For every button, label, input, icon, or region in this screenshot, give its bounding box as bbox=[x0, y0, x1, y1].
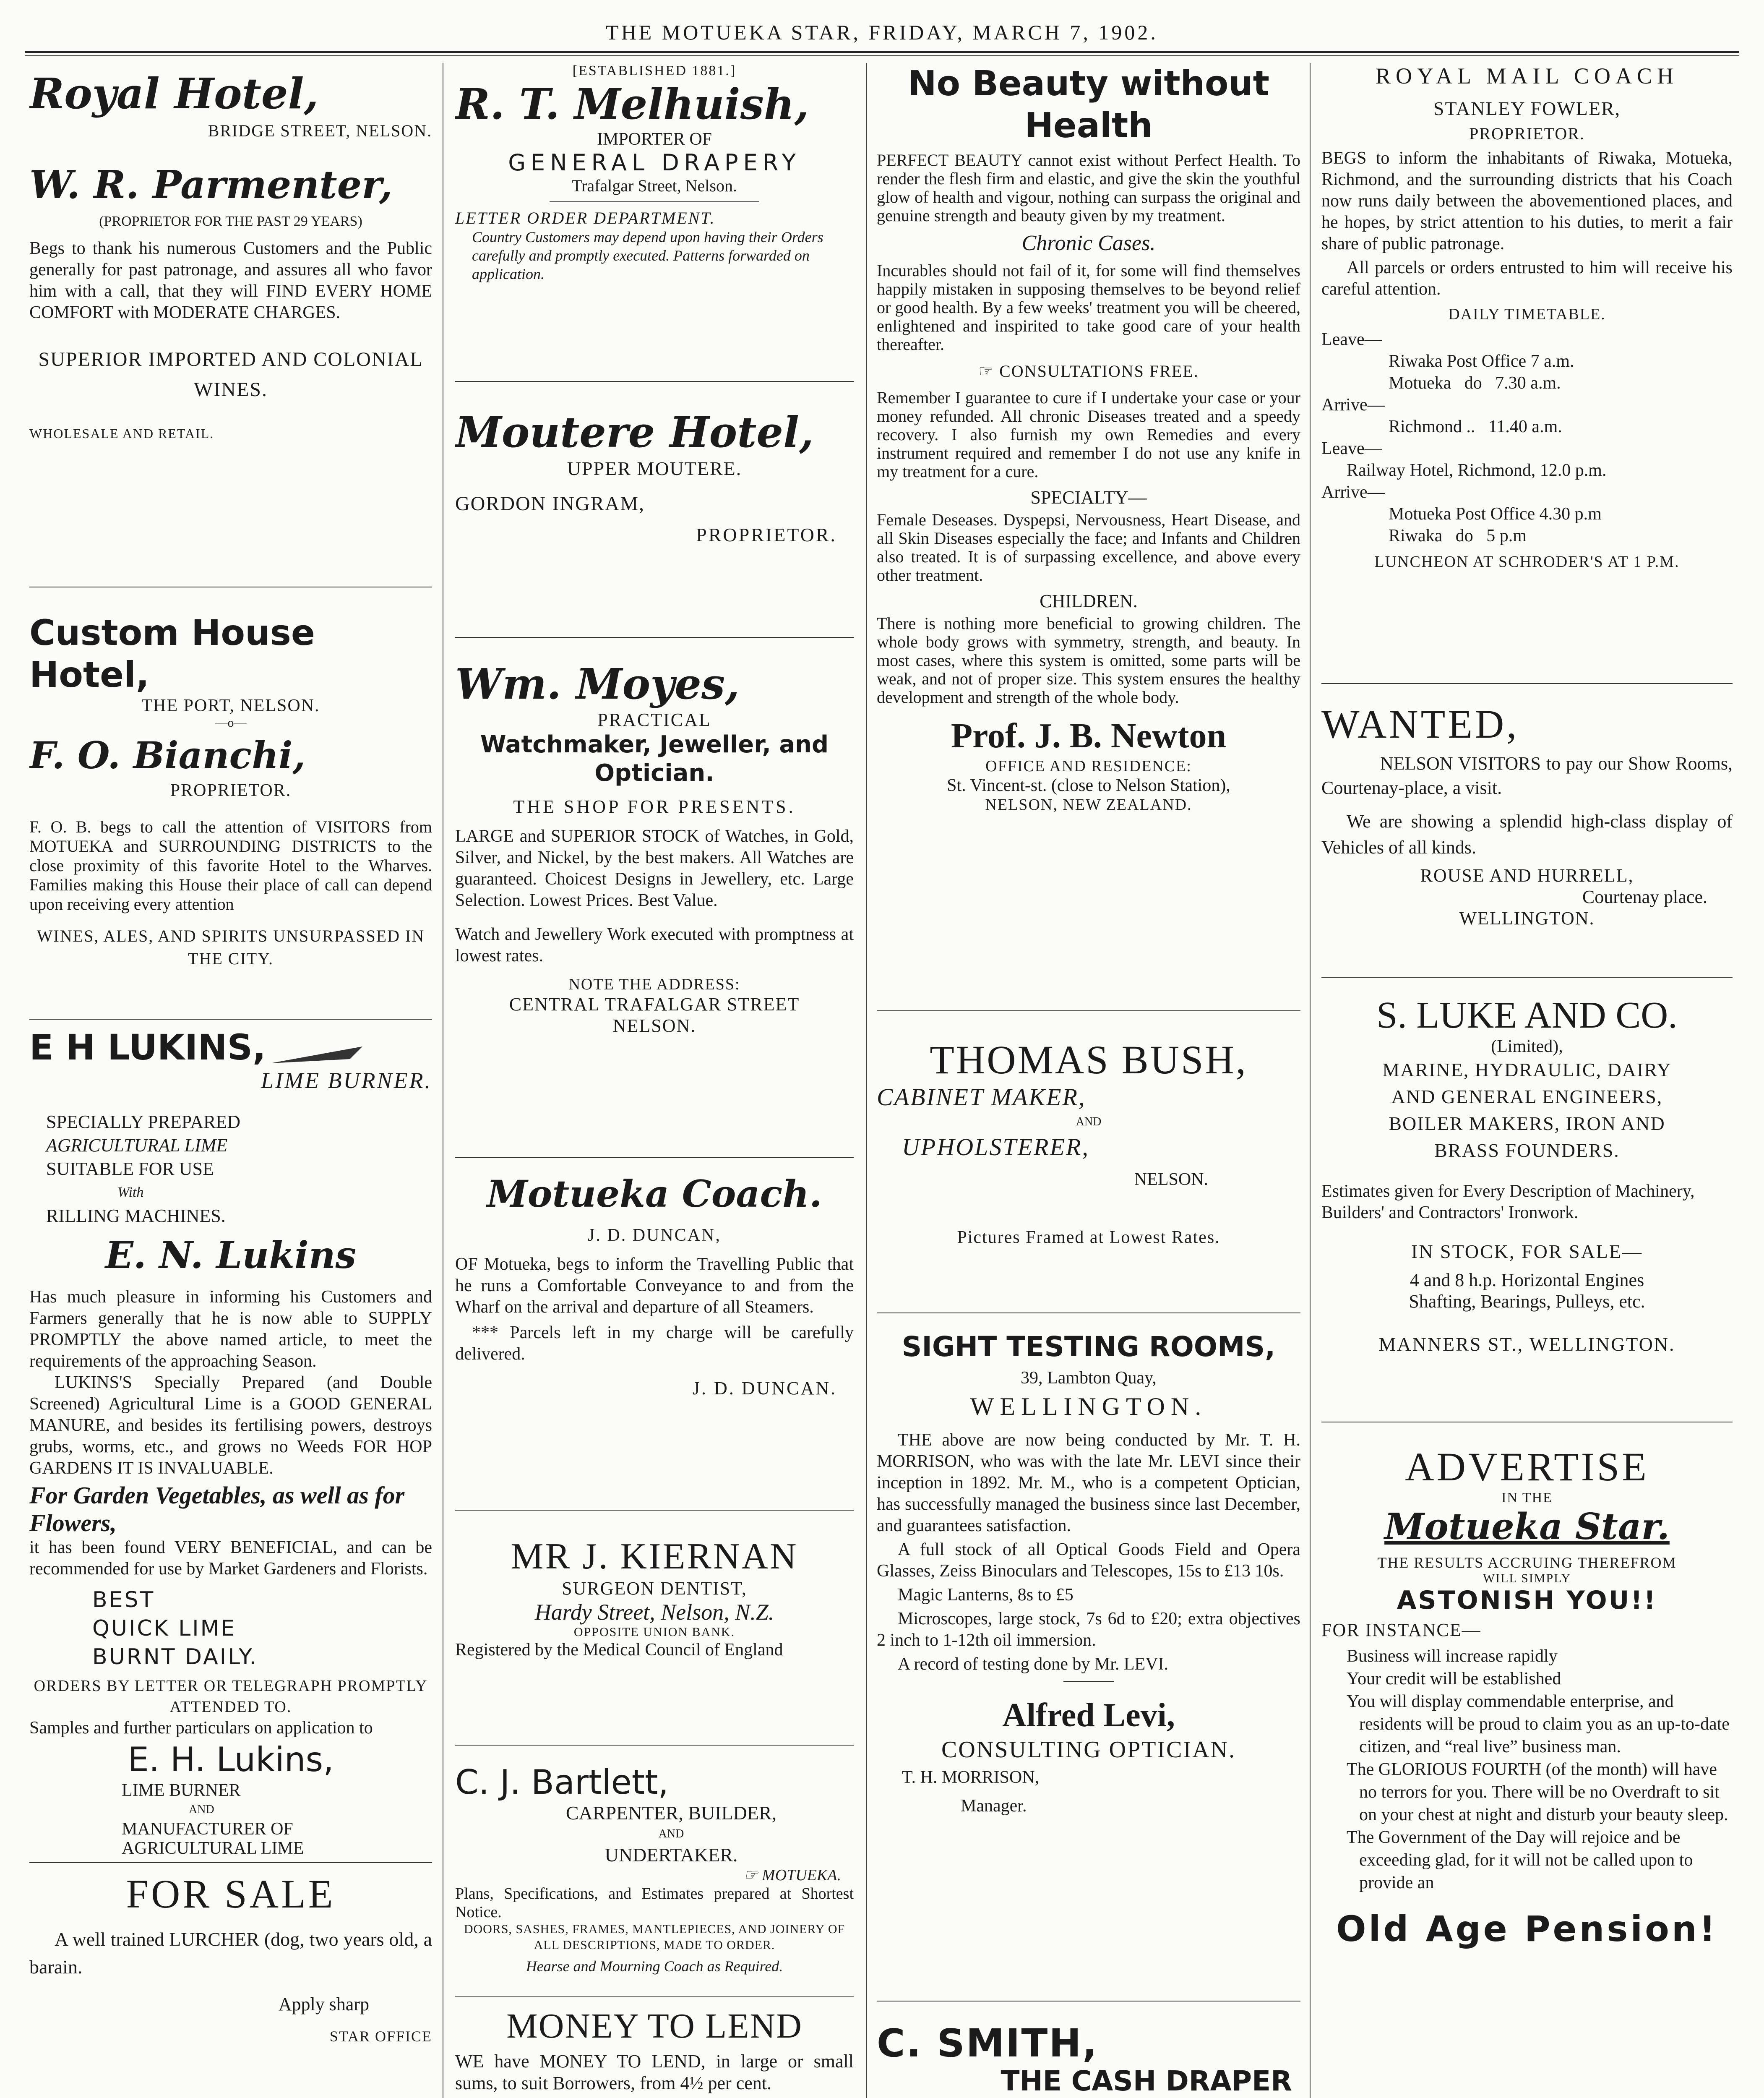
ad-line: Shafting, Bearings, Pulleys, etc. bbox=[1409, 1291, 1645, 1312]
ad-line: Pictures Framed at Lowest Rates. bbox=[957, 1228, 1220, 1247]
ad-dept: LETTER ORDER DEPARTMENT. bbox=[455, 209, 716, 227]
ad-body: A full stock of all Optical Goods Field and Opera Glasses, Zeiss Binoculars and Telescopes, 15s to £13 10s. bbox=[877, 1540, 1300, 1581]
ad-line: AND bbox=[658, 1827, 684, 1840]
ad-line: SPECIALLY PREPARED bbox=[46, 1112, 240, 1132]
ad-body: Watch and Jewellery Work executed with promptness at lowest rates. bbox=[455, 925, 854, 965]
ad-pension: Old Age Pension! bbox=[1336, 1908, 1718, 1949]
ad-body: A well trained LURCHER (dog, two years old, a barain. bbox=[29, 1928, 432, 1978]
ad-title: No Beauty without Health bbox=[908, 64, 1269, 146]
ad-line: 4 and 8 h.p. Horizontal Engines bbox=[1410, 1270, 1644, 1290]
ad-paper: Motueka Star. bbox=[1384, 1506, 1670, 1548]
timetable-row: Arrive— bbox=[1321, 483, 1385, 502]
ad-custom-house-hotel bbox=[29, 587, 432, 1020]
ad-title: THOMAS BUSH, bbox=[930, 1037, 1248, 1082]
column-divider bbox=[866, 63, 867, 2098]
ad-subhead: DAILY TIMETABLE. bbox=[1448, 305, 1606, 323]
ad-line: CENTRAL TRAFALGAR STREET bbox=[509, 994, 800, 1015]
list-item: Your credit will be established bbox=[1347, 1669, 1561, 1688]
ad-line: THE CASH DRAPER bbox=[1001, 2065, 1292, 2097]
ad-subhead: ☞ CONSULTATIONS FREE. bbox=[978, 362, 1199, 381]
ad-role: PROPRIETOR. bbox=[170, 781, 292, 800]
ad-lukins bbox=[29, 1020, 432, 1863]
timetable-row: Railway Hotel, Richmond, 12.0 p.m. bbox=[1347, 461, 1607, 480]
ad-address: THE PORT, NELSON. bbox=[141, 696, 320, 715]
ad-body: We are showing a splendid high-class display of Vehicles of all kinds. bbox=[1321, 811, 1733, 858]
ad-title: C. J. Bartlett, bbox=[455, 1763, 669, 1802]
ad-c-smith bbox=[877, 2001, 1300, 2098]
ad-line: BURNT DAILY. bbox=[92, 1644, 258, 1670]
timetable-row: Motueka do 7.30 a.m. bbox=[1389, 373, 1561, 393]
ad-line: UPHOLSTERER, bbox=[902, 1133, 1089, 1161]
ad-divider-mark: —o— bbox=[215, 716, 247, 730]
ad-wanted bbox=[1321, 684, 1733, 978]
ad-line: AND bbox=[1076, 1115, 1102, 1128]
column-3 bbox=[870, 63, 1307, 2098]
ad-wholesale: WHOLESALE AND RETAIL. bbox=[29, 426, 214, 441]
ad-body: Magic Lanterns, 8s to £5 bbox=[898, 1585, 1074, 1605]
column-divider bbox=[1310, 63, 1311, 2098]
ad-bartlett bbox=[455, 1746, 854, 1997]
ad-title: FOR SALE bbox=[126, 1871, 336, 1916]
ad-title: Wm. Moyes, bbox=[455, 659, 740, 709]
ad-line: BEST bbox=[92, 1587, 155, 1613]
ad-line: WELLINGTON. bbox=[1459, 908, 1595, 929]
ad-title: Custom House Hotel, bbox=[29, 612, 315, 695]
ad-body: Country Customers may depend upon having their Orders carefully and promptly executed. Patterns forwarded on application. bbox=[472, 229, 823, 282]
divider bbox=[1063, 1681, 1114, 1682]
ad-body: Microscopes, large stock, 7s 6d to £20; extra objectives 2 inch to 1-12th oil immersion. bbox=[877, 1609, 1300, 1650]
ad-line: STANLEY FOWLER, bbox=[1433, 98, 1621, 119]
ad-line: Manager. bbox=[961, 1796, 1027, 1816]
timetable-row: Riwaka Post Office 7 a.m. bbox=[1389, 352, 1574, 371]
ad-body: Samples and further particulars on application to bbox=[29, 1718, 373, 1738]
ad-title: S. LUKE AND CO. bbox=[1376, 994, 1678, 1036]
ad-body: Remember I guarantee to cure if I undertake your case or your money refunded. All chronic Diseases treated and a speedy recovery. I also furnish my own Remedies and every instrument required and remember I do not use any knife in my treatment for a cure. bbox=[877, 388, 1300, 481]
list-item: The Government of the Day will rejoice and be exceeding glad, for it will not be called upon to provide an bbox=[1347, 1828, 1693, 1892]
ad-line: ☞ MOTUEKA. bbox=[743, 1866, 841, 1884]
ad-established: [ESTABLISHED 1881.] bbox=[572, 63, 737, 78]
ad-address: BRIDGE STREET, NELSON. bbox=[208, 121, 432, 140]
ad-proprietor: W. R. Parmenter, bbox=[29, 162, 393, 207]
ad-line: Watchmaker, Jeweller, and Optician. bbox=[480, 731, 829, 787]
ad-line: T. H. MORRISON, bbox=[902, 1768, 1040, 1787]
ad-title: MR J. KIERNAN bbox=[511, 1536, 798, 1577]
ad-line: THE SHOP FOR PRESENTS. bbox=[513, 796, 796, 817]
ad-line: Trafalgar Street, Nelson. bbox=[572, 176, 737, 195]
timetable-row: Leave— bbox=[1321, 330, 1382, 349]
ad-body: it has been found VERY BENEFICIAL, and can be recommended for use by Market Gardeners and Florists. bbox=[29, 1538, 432, 1579]
ad-line: GENERAL DRAPERY bbox=[508, 149, 801, 176]
ad-moutere-hotel bbox=[455, 382, 854, 638]
ad-royal-mail-coach bbox=[1321, 63, 1733, 684]
ad-body: A record of testing done by Mr. LEVI. bbox=[898, 1654, 1169, 1674]
ad-title: R. T. Melhuish, bbox=[455, 79, 809, 129]
ad-line: THE RESULTS ACCRUING THEREFROM bbox=[1377, 1554, 1677, 1571]
ad-line: ROUSE AND HURRELL, bbox=[1420, 865, 1634, 886]
ad-line: OFFICE AND RESIDENCE: bbox=[985, 757, 1192, 775]
ad-wines: WINES, ALES, AND SPIRITS UNSURPASSED IN THE CITY. bbox=[36, 926, 425, 968]
ad-s-luke bbox=[1321, 978, 1733, 1422]
ad-line: St. Vincent-st. (close to Nelson Station), bbox=[947, 776, 1230, 795]
ad-body: All parcels or orders entrusted to him will receive his careful attention. bbox=[1321, 258, 1733, 299]
ad-thomas-bush bbox=[877, 1011, 1300, 1313]
ad-line: NOTE THE ADDRESS: bbox=[568, 976, 740, 993]
ad-body: There is nothing more beneficial to growing children. The whole body grows with symmetry, strength, and beauty. In most cases, where this system is omitted, some parts will be weak, and not of proper size. This system ensures the healthy development and strength of the whole body. bbox=[877, 614, 1300, 707]
ad-line: BOILER MAKERS, IRON AND bbox=[1389, 1113, 1665, 1134]
ad-proprietor: E. H. Lukins, bbox=[128, 1740, 334, 1779]
ad-royal-hotel bbox=[29, 63, 432, 587]
ad-body: Estimates given for Every Description of Machinery, bbox=[1321, 1182, 1695, 1201]
ad-line: WELLINGTON. bbox=[970, 1393, 1207, 1420]
masthead-rule bbox=[25, 51, 1739, 53]
ad-line: AND GENERAL ENGINEERS, bbox=[1391, 1086, 1663, 1107]
ad-line: FOR INSTANCE— bbox=[1321, 1620, 1481, 1640]
ad-line: 39, Lambton Quay, bbox=[1021, 1368, 1157, 1388]
ad-title: WANTED, bbox=[1321, 702, 1519, 746]
ad-line: IN THE bbox=[1501, 1490, 1553, 1506]
ad-body: Registered by the Medical Council of England bbox=[455, 1640, 783, 1660]
list-item: Business will increase rapidly bbox=[1347, 1647, 1558, 1666]
timetable-row: Leave— bbox=[1321, 439, 1382, 458]
ad-line: NELSON. bbox=[612, 1015, 696, 1036]
ad-wines: SUPERIOR IMPORTED AND COLONIAL WINES. bbox=[38, 348, 423, 401]
ad-line: GORDON INGRAM, bbox=[455, 493, 645, 515]
ad-line: UPPER MOUTERE. bbox=[567, 458, 742, 479]
ad-line: PRACTICAL bbox=[597, 710, 711, 730]
timetable-row: Riwaka do 5 p.m bbox=[1389, 526, 1527, 545]
ad-body: Hearse and Mourning Coach as Required. bbox=[526, 1958, 783, 1975]
ad-body: WE have MONEY TO LEND, in large or small sums, to suit Borrowers, from 4½ per cent. bbox=[455, 2051, 854, 2093]
timetable-row: Richmond .. 11.40 a.m. bbox=[1389, 417, 1562, 436]
ad-orders: ORDERS BY LETTER OR TELEGRAPH PROMPTLY ATTENDED TO. bbox=[34, 1677, 428, 1716]
ad-body: PERFECT BEAUTY cannot exist without Perfect Health. To render the flesh firm and elastic, and give the skin the youthful glow of health and vigour, nothing can surpass the original and genuine strength and beauty given by my treatment. bbox=[877, 151, 1300, 225]
ad-title: C. SMITH, bbox=[877, 2021, 1099, 2066]
ad-line: (Limited), bbox=[1491, 1037, 1563, 1056]
ad-line: Hardy Street, Nelson, N.Z. bbox=[534, 1600, 774, 1625]
ad-proprietor: Alfred Levi, bbox=[1002, 1697, 1175, 1734]
ad-melhuish bbox=[455, 63, 854, 382]
ad-astonish: ASTONISH YOU!! bbox=[1397, 1586, 1657, 1615]
ad-body: Has much pleasure in informing his Customers and Farmers generally that he is now able to SUPPLY PROMPTLY the above named article, to meet the requirements of the approaching Season. bbox=[29, 1287, 432, 1371]
ad-motueka-coach bbox=[455, 1158, 854, 1511]
ad-body: *** Parcels left in my charge will be carefully delivered. bbox=[455, 1323, 854, 1364]
masthead-rule-thin bbox=[25, 55, 1739, 56]
ad-sight-testing bbox=[877, 1313, 1300, 2001]
ad-line: BRASS FOUNDERS. bbox=[1434, 1140, 1620, 1161]
ad-line: RILLING MACHINES. bbox=[46, 1206, 226, 1226]
ad-kiernan bbox=[455, 1511, 854, 1746]
ad-body: DOORS, SASHES, FRAMES, MANTLEPIECES, AND JOINERY OF ALL DESCRIPTIONS, MADE TO ORDER. bbox=[464, 1922, 845, 1952]
ad-title: ADVERTISE bbox=[1405, 1444, 1649, 1489]
pen-flourish-icon bbox=[266, 1042, 367, 1067]
ad-signature: J. D. DUNCAN. bbox=[692, 1378, 837, 1399]
ad-title: SIGHT TESTING ROOMS, bbox=[902, 1331, 1276, 1363]
ad-line: LUNCHEON AT SCHRODER'S AT 1 P.M. bbox=[1374, 553, 1680, 571]
ad-line: With bbox=[117, 1185, 144, 1200]
ad-body: Incurables should not fail of it, for some will find themselves happily mistaken in supposing themselves to be beyond relief or good health. By a few weeks' treatment you will be cheered, enlightened and inspirited to take good care of your health thereafter. bbox=[877, 261, 1300, 354]
ad-line: IN STOCK, FOR SALE— bbox=[1411, 1241, 1643, 1262]
ad-proprietor: Prof. J. B. Newton bbox=[951, 716, 1227, 755]
ad-subhead: Chronic Cases. bbox=[1021, 231, 1156, 255]
ad-title: Moutere Hotel, bbox=[455, 407, 814, 457]
ad-line: NELSON, NEW ZEALAND. bbox=[985, 796, 1192, 814]
ad-body: LUKINS'S Specially Prepared (and Double Screened) Agricultural Lime is a GOOD GENERAL MANURE, and besides its fertilising powers, destroys grubs, worms, etc., and grows no Weeds FOR HOP GARDENS IT IS INVALUABLE. bbox=[29, 1373, 432, 1478]
column-1 bbox=[23, 63, 438, 2098]
ad-line: IMPORTER OF bbox=[597, 130, 712, 149]
ad-line: LIME BURNER bbox=[122, 1781, 241, 1800]
ad-line: UNDERTAKER. bbox=[605, 1844, 738, 1866]
ad-line: CABINET MAKER, bbox=[877, 1083, 1086, 1111]
ad-title: ROYAL MAIL COACH bbox=[1375, 63, 1678, 89]
ad-line: AGRICULTURAL LIME bbox=[46, 1135, 228, 1156]
ad-line: QUICK LIME bbox=[92, 1616, 237, 1641]
timetable-row: Arrive— bbox=[1321, 395, 1385, 415]
divider bbox=[550, 201, 759, 202]
ad-apply: Apply sharp bbox=[278, 1994, 369, 2014]
ad-subhead: SPECIALTY— bbox=[1030, 487, 1147, 508]
ad-body: BEGS to inform the inhabitants of Riwaka, Motueka, Richmond, and the surrounding districts that his Coach now runs daily between the abovementioned places, and he hopes, by strict attention to his duties, to merit a fair share of public patronage. bbox=[1321, 149, 1733, 253]
ad-body: OF Motueka, begs to inform the Travelling Public that he runs a Comfortable Conveyance to and from the Wharf on the arrival and departure of all Steamers. bbox=[455, 1255, 854, 1317]
ad-line: AND bbox=[189, 1803, 214, 1816]
ad-body: LARGE and SUPERIOR STOCK of Watches, in Gold, Silver, and Nickel, by the best makers. All Watches are guaranteed. Choicest Designs in Jewellery, etc. Large Selection. Lowest Prices. Best Value. bbox=[455, 827, 854, 910]
ad-title: E H LUKINS, bbox=[29, 1027, 266, 1068]
ad-line: AGRICULTURAL LIME bbox=[122, 1839, 304, 1858]
ad-body: THE above are now being conducted by Mr. T. H. MORRISON, who was with the late Mr. LEVI since their inception in 1892. Mr. M., who is a competent Optician, has successfully managed the business since last December, and guarantees satisfaction. bbox=[877, 1430, 1300, 1535]
list-item: You will display commendable enterprise, and residents will be proud to claim you as an up-to-date citizen, and “real live” business man. bbox=[1347, 1692, 1730, 1756]
ad-moyes bbox=[455, 638, 854, 1158]
column-2 bbox=[447, 63, 862, 2098]
ad-body: NELSON VISITORS to pay our Show Rooms, Courtenay-place, a visit. bbox=[1321, 753, 1733, 798]
ad-subhead: CHILDREN. bbox=[1040, 591, 1138, 611]
ad-line: WILL SIMPLY bbox=[1483, 1571, 1571, 1585]
ad-newton bbox=[877, 63, 1300, 1011]
ad-line: CONSULTING OPTICIAN. bbox=[941, 1737, 1236, 1763]
ad-line: PROPRIETOR. bbox=[1469, 124, 1585, 143]
ad-body: Begs to thank his numerous Customers and the Public generally for past patronage, and assures all who favor him with a call, that they will FIND EVERY HOME COMFORT with MODERATE CHARGES. bbox=[29, 239, 432, 322]
ad-office: STAR OFFICE bbox=[329, 2028, 432, 2045]
list-item: The GLORIOUS FOURTH (of the month) will have no terrors for you. There will be no Overdraft to sit on your chest at night and disturb your beauty sleep. bbox=[1347, 1760, 1728, 1824]
ad-title: Motueka Coach. bbox=[487, 1172, 822, 1216]
ad-line: NELSON. bbox=[1134, 1170, 1208, 1189]
ad-money-to-lend bbox=[455, 1997, 854, 2098]
ad-proprietor: E. N. Lukins bbox=[105, 1233, 357, 1277]
masthead: THE MOTUEKA STAR, FRIDAY, MARCH 7, 1902. bbox=[606, 21, 1158, 44]
ad-advertise bbox=[1321, 1422, 1733, 2098]
ad-line: PROPRIETOR. bbox=[696, 524, 837, 545]
ad-title: Royal Hotel, bbox=[29, 69, 319, 118]
ad-line: J. D. DUNCAN, bbox=[588, 1226, 721, 1245]
ad-body: Builders' and Contractors' Ironwork. bbox=[1321, 1203, 1579, 1222]
ad-subtitle: (PROPRIETOR FOR THE PAST 29 YEARS) bbox=[99, 214, 362, 229]
ad-line: SURGEON DENTIST, bbox=[562, 1578, 747, 1599]
ad-line: OPPOSITE UNION BANK. bbox=[573, 1625, 735, 1639]
ad-line: MARINE, HYDRAULIC, DAIRY bbox=[1382, 1059, 1672, 1080]
ad-line: Courtenay place. bbox=[1582, 887, 1707, 907]
ad-for-sale bbox=[29, 1863, 432, 2098]
column-4 bbox=[1313, 63, 1741, 2098]
ad-title: MONEY TO LEND bbox=[506, 2007, 803, 2046]
ad-highlight: For Garden Vegetables, as well as for Flowers, bbox=[29, 1482, 405, 1537]
ad-body: Female Deseases. Dyspepsi, Nervousness, Heart Disease, and all Skin Diseases especially the face; and Infants and Children also treated. It is of surpassing excellence, and above every other treatment. bbox=[877, 510, 1300, 585]
ad-subtitle: LIME BURNER. bbox=[261, 1068, 432, 1093]
ad-line: SUITABLE FOR USE bbox=[46, 1159, 214, 1179]
ad-body: F. O. B. begs to call the attention of VISITORS from MOTUEKA and SURROUNDING DISTRICTS to the close proximity of this favorite Hotel to the Wharves. Families making this House their place of call can depend upon receiving every attention bbox=[29, 817, 432, 913]
ad-line: MANUFACTURER OF bbox=[122, 1819, 293, 1839]
ad-line: CARPENTER, BUILDER, bbox=[565, 1802, 777, 1824]
ad-proprietor: F. O. Bianchi, bbox=[29, 733, 306, 777]
ad-body: Plans, Specifications, and Estimates prepared at Shortest Notice. bbox=[455, 1885, 854, 1921]
ad-line: MANNERS ST., WELLINGTON. bbox=[1378, 1333, 1675, 1355]
timetable-row: Motueka Post Office 4.30 p.m bbox=[1389, 504, 1602, 524]
